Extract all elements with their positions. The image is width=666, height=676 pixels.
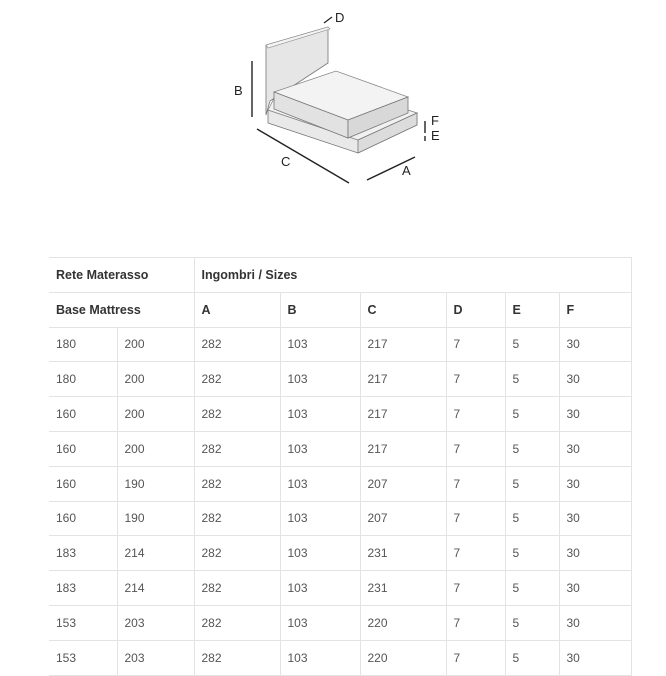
header-row-1 (49, 258, 631, 293)
table-cell: 282 (194, 466, 280, 501)
table-cell: 160 (49, 466, 117, 501)
table-row (49, 571, 631, 606)
table-cell: 7 (446, 536, 505, 571)
table-cell: 217 (360, 362, 446, 397)
header-col-b: B (280, 292, 360, 327)
table-cell: 282 (194, 327, 280, 362)
table-cell: 282 (194, 536, 280, 571)
table-cell: 5 (505, 501, 559, 536)
table-cell: 200 (117, 397, 194, 432)
table-cell: 7 (446, 327, 505, 362)
table-cell: 103 (280, 536, 360, 571)
table-cell: 5 (505, 536, 559, 571)
table-cell: 103 (280, 362, 360, 397)
table-cell: 103 (280, 431, 360, 466)
table-cell: 5 (505, 640, 559, 675)
table-cell: 160 (49, 501, 117, 536)
label-f: F (431, 113, 439, 128)
table-row (49, 397, 631, 432)
label-e: E (431, 128, 440, 143)
table-cell: 282 (194, 571, 280, 606)
label-a: A (402, 163, 411, 178)
table-cell: 231 (360, 536, 446, 571)
header-col-a: A (194, 292, 280, 327)
table-row (49, 640, 631, 675)
table-row (49, 362, 631, 397)
table-row (49, 431, 631, 466)
header-rete-materasso: Rete Materasso (49, 258, 194, 293)
bed-dimension-diagram (220, 5, 460, 190)
table-cell: 282 (194, 431, 280, 466)
table-cell: 7 (446, 362, 505, 397)
table-cell: 282 (194, 501, 280, 536)
table-cell: 217 (360, 431, 446, 466)
label-c: C (281, 154, 291, 169)
table-cell: 282 (194, 640, 280, 675)
table-cell: 200 (117, 362, 194, 397)
table-cell: 203 (117, 640, 194, 675)
label-d: D (335, 10, 345, 25)
header-col-e: E (505, 292, 559, 327)
table-cell: 207 (360, 501, 446, 536)
table-cell: 160 (49, 431, 117, 466)
header-col-d: D (446, 292, 505, 327)
table-row (49, 501, 631, 536)
table-cell: 30 (559, 362, 631, 397)
table-cell: 30 (559, 431, 631, 466)
table-cell: 7 (446, 571, 505, 606)
header-row-2 (49, 292, 631, 327)
table-cell: 203 (117, 605, 194, 640)
table-cell: 200 (117, 431, 194, 466)
table-cell: 214 (117, 571, 194, 606)
table-cell: 103 (280, 501, 360, 536)
table-cell: 7 (446, 640, 505, 675)
table-cell: 220 (360, 605, 446, 640)
table-cell: 5 (505, 431, 559, 466)
sizes-table (49, 257, 632, 676)
table-row (49, 536, 631, 571)
table-cell: 5 (505, 466, 559, 501)
table-cell: 7 (446, 431, 505, 466)
table-cell: 282 (194, 397, 280, 432)
header-col-c: C (360, 292, 446, 327)
table-cell: 30 (559, 536, 631, 571)
table-cell: 214 (117, 536, 194, 571)
table-row (49, 327, 631, 362)
table-cell: 217 (360, 397, 446, 432)
table-cell: 217 (360, 327, 446, 362)
table-cell: 231 (360, 571, 446, 606)
table-cell: 183 (49, 536, 117, 571)
table-cell: 180 (49, 327, 117, 362)
table-row (49, 466, 631, 501)
bed-illustration (220, 5, 460, 190)
table-cell: 7 (446, 397, 505, 432)
table-cell: 30 (559, 571, 631, 606)
table-cell: 180 (49, 362, 117, 397)
table-cell: 5 (505, 327, 559, 362)
table-cell: 30 (559, 397, 631, 432)
header-base-mattress: Base Mattress (49, 292, 194, 327)
table-cell: 207 (360, 466, 446, 501)
table-cell: 282 (194, 605, 280, 640)
table-cell: 30 (559, 501, 631, 536)
table-cell: 7 (446, 466, 505, 501)
header-col-f: F (559, 292, 631, 327)
table-cell: 183 (49, 571, 117, 606)
table-cell: 7 (446, 605, 505, 640)
table-cell: 220 (360, 640, 446, 675)
table-cell: 153 (49, 640, 117, 675)
table-cell: 30 (559, 605, 631, 640)
table-cell: 103 (280, 640, 360, 675)
table-cell: 103 (280, 605, 360, 640)
table-cell: 103 (280, 397, 360, 432)
table-cell: 30 (559, 327, 631, 362)
header-ingombri-sizes: Ingombri / Sizes (194, 258, 631, 293)
table-cell: 190 (117, 466, 194, 501)
table-cell: 200 (117, 327, 194, 362)
table-cell: 103 (280, 466, 360, 501)
table-cell: 5 (505, 362, 559, 397)
table-cell: 5 (505, 605, 559, 640)
table-cell: 153 (49, 605, 117, 640)
table-cell: 5 (505, 571, 559, 606)
table-cell: 30 (559, 640, 631, 675)
table-cell: 282 (194, 362, 280, 397)
table-cell: 190 (117, 501, 194, 536)
table-row (49, 605, 631, 640)
table-cell: 7 (446, 501, 505, 536)
label-b: B (234, 83, 243, 98)
table-cell: 103 (280, 327, 360, 362)
table-cell: 5 (505, 397, 559, 432)
table-cell: 103 (280, 571, 360, 606)
table-cell: 30 (559, 466, 631, 501)
table-cell: 160 (49, 397, 117, 432)
